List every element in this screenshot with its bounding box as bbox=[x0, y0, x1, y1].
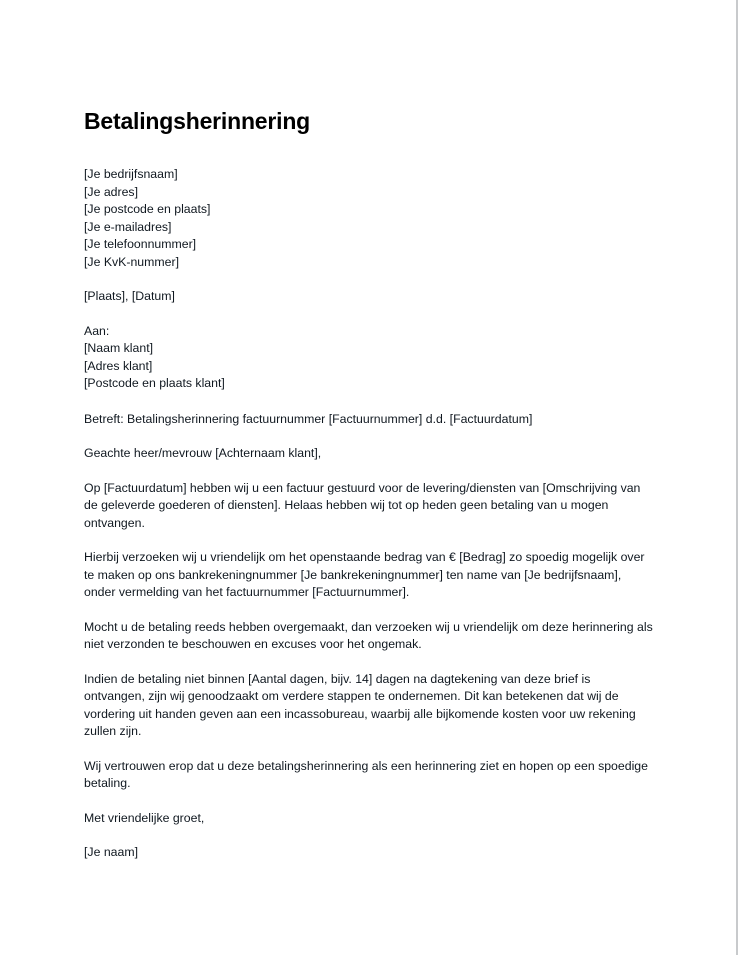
place-date bbox=[84, 288, 653, 306]
body-paragraph: Indien de betaling niet binnen [Aantal dagen, bijv. 14] dagen na dagtekening van deze brief is ontvangen, zijn wij genoodzaakt om verdere stappen te ondernemen. Dit kan betekenen dat wij de vordering uit handen geven aan een incassobureau, waarbij alle bijkomende kosten voor uw rekening zullen zijn. bbox=[84, 671, 636, 738]
spacer bbox=[84, 393, 653, 411]
salutation: Geachte heer/mevrouw [Achternaam klant], bbox=[84, 446, 322, 460]
recipient-address-block bbox=[84, 323, 653, 393]
spacer bbox=[84, 428, 653, 445]
body-paragraph: Op [Factuurdatum] hebben wij u een factuur gestuurd voor de levering/diensten van [Omschrijving van de geleverde goederen of diensten]. Helaas hebben wij tot op heden geen betaling van u mogen ontvangen. bbox=[84, 480, 641, 530]
sender-address-block bbox=[84, 166, 653, 271]
spacer bbox=[84, 271, 653, 288]
spacer bbox=[84, 532, 653, 549]
spacer bbox=[84, 602, 653, 619]
spacer bbox=[84, 463, 653, 480]
spacer bbox=[84, 741, 653, 758]
closing-salutation: Met vriendelijke groet, bbox=[84, 810, 205, 825]
sender-line: [Je KvK-nummer] bbox=[84, 254, 179, 269]
body-paragraph: Hierbij verzoeken wij u vriendelijk om het openstaande bedrag van € [Bedrag] zo spoedig mogelijk over te maken op ons bankrekeningnummer [Je bankrekeningnummer] ten name van [Je bedrijfsnaam], onder vermelding van het factuurnummer [Factuurnummer]. bbox=[84, 550, 645, 599]
sender-line: [Je adres] bbox=[84, 184, 138, 199]
body-paragraph: Wij vertrouwen erop dat u deze betalingsherinnering als een herinnering ziet en hopen op een spoedige betaling. bbox=[84, 758, 648, 790]
recipient-line: [Adres klant] bbox=[84, 358, 153, 373]
body-paragraph: Mocht u de betaling reeds hebben overgemaakt, dan verzoeken wij u vriendelijk om deze herinnering als niet verzonden te beschouwen en excuses voor het ongemak. bbox=[84, 619, 653, 651]
signature-name: [Je naam] bbox=[84, 845, 138, 859]
recipient-label: Aan: bbox=[84, 323, 110, 338]
spacer bbox=[84, 827, 653, 844]
recipient-line: [Postcode en plaats klant] bbox=[84, 376, 225, 390]
subject-line: Betreft: Betalingsherinnering factuurnummer [Factuurnummer] d.d. [Factuurdatum] bbox=[84, 411, 533, 426]
recipient-line: [Naam klant] bbox=[84, 341, 154, 355]
sender-line: [Je e-mailadres] bbox=[84, 219, 172, 234]
spacer bbox=[84, 793, 653, 810]
page-title: Betalingsherinnering bbox=[84, 108, 311, 134]
sender-line: [Je telefoonnummer] bbox=[84, 237, 197, 251]
sender-line: [Je bedrijfsnaam] bbox=[84, 167, 178, 181]
spacer bbox=[84, 306, 653, 323]
place-date-line: [Plaats], [Datum] bbox=[84, 289, 175, 303]
sender-line: [Je postcode en plaats] bbox=[84, 202, 211, 216]
spacer bbox=[84, 654, 653, 671]
